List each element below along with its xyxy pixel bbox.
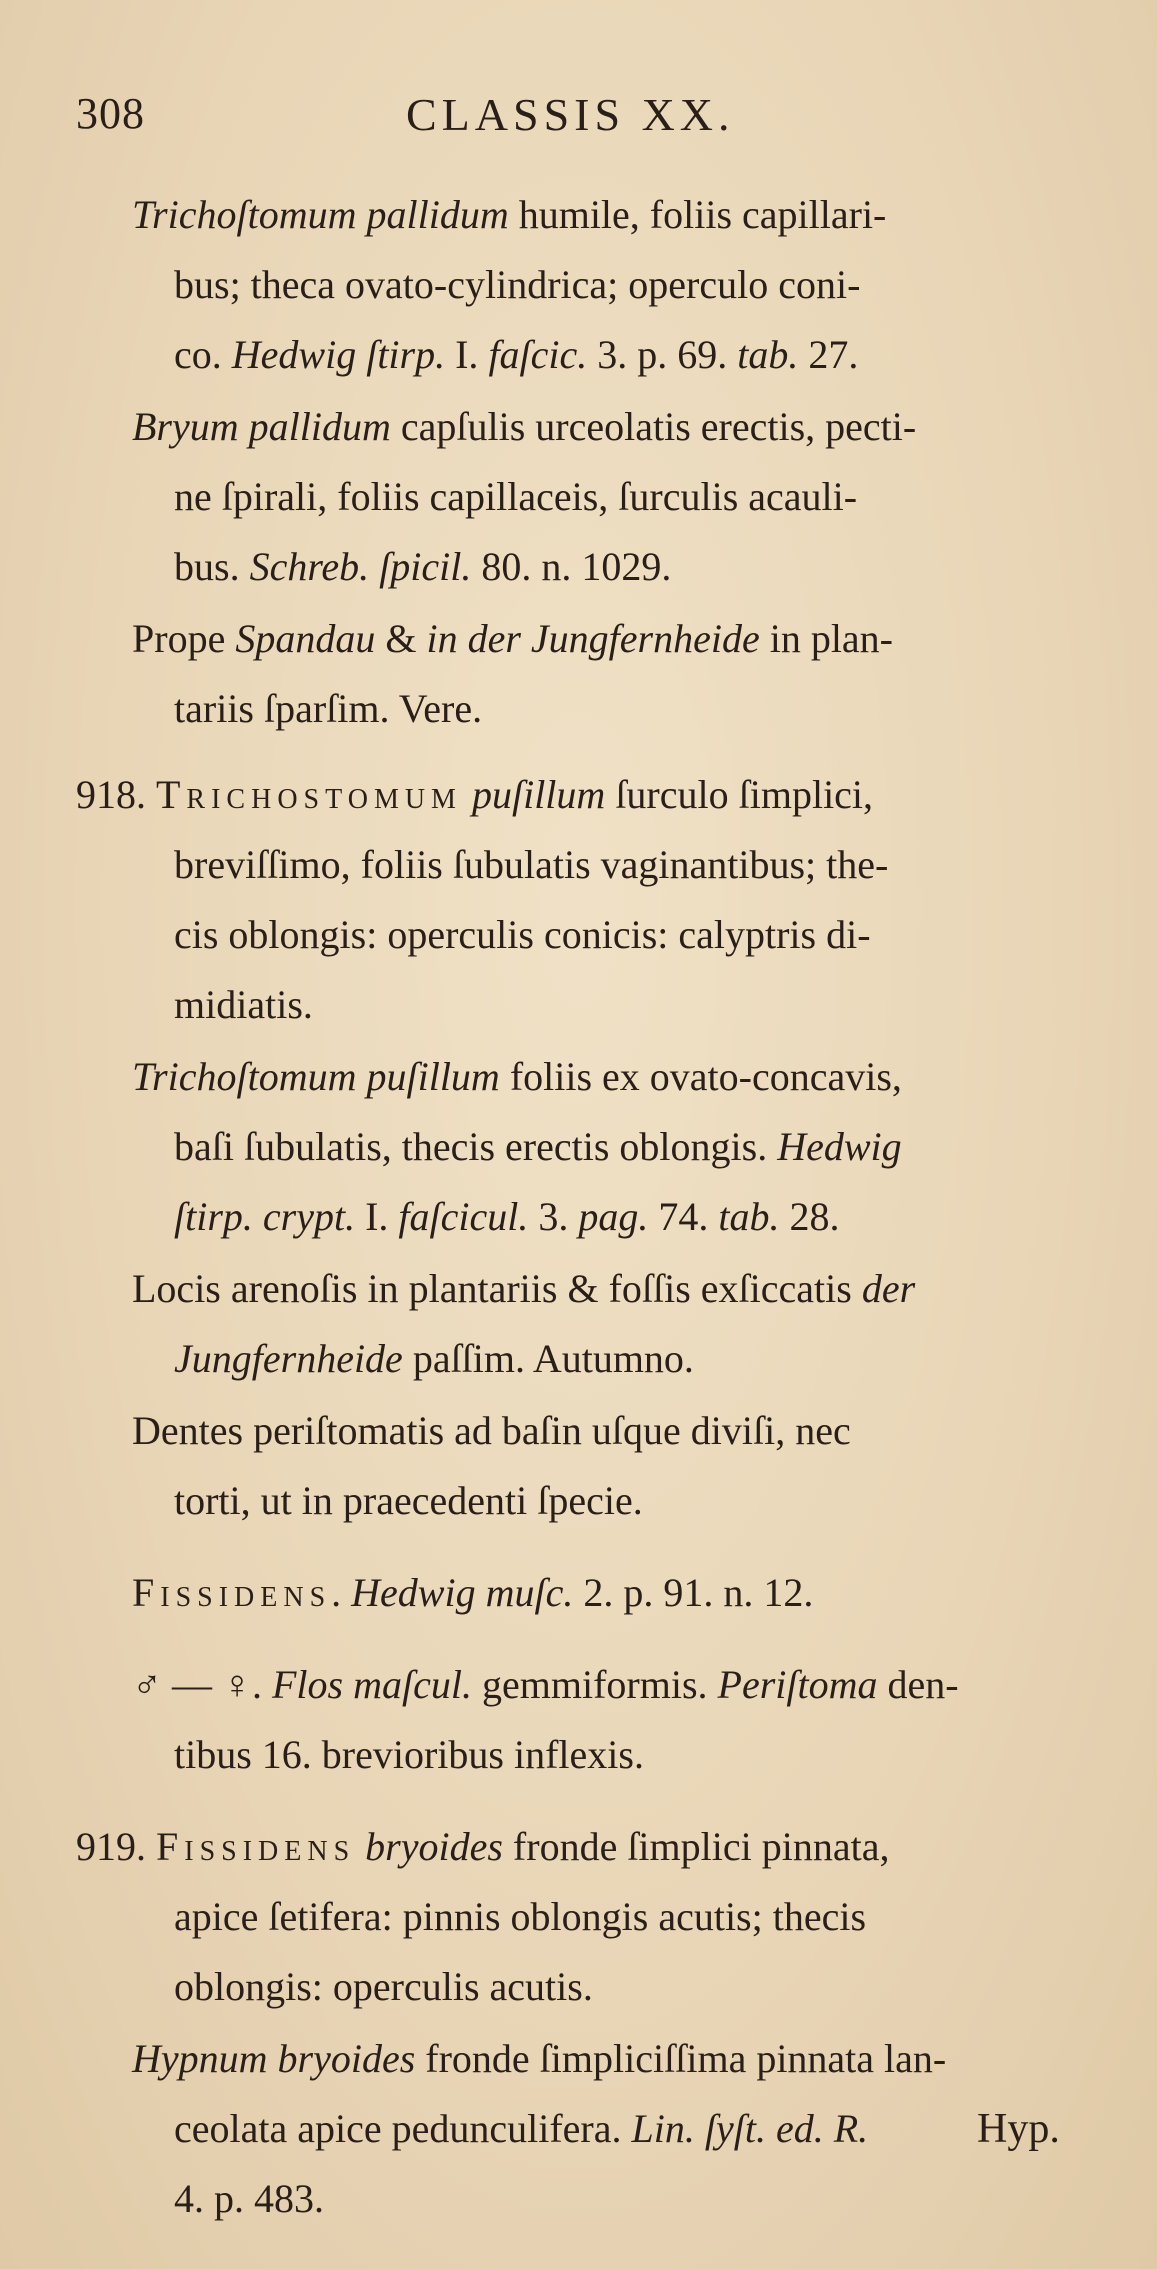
text-line — [132, 1396, 851, 1466]
italic-text: Bryum pallidum — [132, 404, 391, 449]
roman-text: tariis ſparſim. Vere. — [174, 686, 483, 731]
text-line — [174, 320, 858, 390]
roman-text: Prope — [132, 616, 236, 661]
text-line — [174, 1324, 694, 1394]
roman-text: bus. — [174, 544, 250, 589]
roman-text: breviſſimo, foliis ſubulatis vaginantibus; the- — [174, 842, 889, 887]
italic-text: Spandau — [235, 616, 376, 661]
roman-text: & — [375, 616, 427, 661]
roman-text: 4. p. 483. — [174, 2176, 324, 2221]
roman-text: 28. — [779, 1194, 840, 1239]
roman-text: baſi ſubulatis, thecis erectis oblongis. — [174, 1124, 778, 1169]
text-line — [132, 1558, 813, 1628]
text-line — [76, 1812, 889, 1882]
small-caps-text: Fissidens — [156, 1824, 356, 1869]
italic-text: Hedwig — [777, 1124, 902, 1169]
catchword: Hyp. — [977, 2106, 1060, 2152]
roman-text: cis oblongis: operculis conicis: calyptris di- — [174, 912, 871, 957]
roman-text: midiatis. — [174, 982, 313, 1027]
roman-text: 3. p. 69. — [587, 332, 738, 377]
text-line — [132, 1254, 915, 1324]
page-header — [76, 88, 1096, 148]
text-line — [174, 532, 671, 602]
roman-text: 919. — [76, 1824, 156, 1869]
text-line — [174, 970, 313, 1040]
roman-text: humile, foliis capillari- — [508, 192, 887, 237]
roman-text: oblongis: operculis acutis. — [174, 1964, 593, 2009]
roman-text: Dentes periſtomatis ad baſin uſque diviſi, nec — [132, 1408, 851, 1453]
roman-text — [355, 1824, 365, 1869]
text-line — [174, 900, 871, 970]
roman-text: ceolata apice pedunculifera. — [174, 2106, 632, 2151]
roman-text: den- — [877, 1662, 959, 1707]
italic-text: ſtirp. crypt. — [174, 1194, 356, 1239]
roman-text: 27. — [798, 332, 859, 377]
italic-text: pag. — [578, 1194, 649, 1239]
italic-text: Flos maſcul. — [272, 1662, 472, 1707]
text-line — [174, 1882, 866, 1952]
italic-text: Periſtoma — [717, 1662, 878, 1707]
roman-text: fronde ſimpliciſſima pinnata lan- — [415, 2036, 947, 2081]
roman-text: capſulis urceolatis erectis, pecti- — [390, 404, 917, 449]
text-line — [174, 1466, 643, 1536]
roman-text: tibus 16. brevioribus inflexis. — [174, 1732, 644, 1777]
roman-text: in plan- — [759, 616, 894, 661]
roman-text: torti, ut in praecedenti ſpecie. — [174, 1478, 643, 1523]
roman-text: Locis arenoſis in plantariis & foſſis exſiccatis — [132, 1266, 862, 1311]
italic-text: Hedwig ſtirp. — [231, 332, 446, 377]
text-line — [132, 1042, 902, 1112]
italic-text: faſcicul. — [398, 1194, 529, 1239]
italic-text: tab. — [718, 1194, 780, 1239]
text-line — [174, 1112, 902, 1182]
roman-text: apice ſetifera: pinnis oblongis acutis; thecis — [174, 1894, 867, 1939]
italic-text: faſcic. — [488, 332, 588, 377]
roman-text: I. — [355, 1194, 399, 1239]
text-line — [132, 2024, 946, 2094]
roman-text: gemmiformis. — [471, 1662, 718, 1707]
roman-text: . — [331, 1570, 352, 1615]
roman-text: I. — [445, 332, 489, 377]
italic-text: Schreb. ſpicil. — [249, 544, 472, 589]
text-line — [174, 2164, 324, 2234]
text-line — [174, 462, 857, 532]
italic-text: Jungfernheide — [174, 1336, 403, 1381]
page-number: 308 — [76, 89, 145, 138]
text-line — [174, 250, 860, 320]
text-line — [174, 674, 482, 744]
italic-text: Hedwig muſc. — [351, 1570, 574, 1615]
italic-text: Hypnum bryoides — [132, 2036, 416, 2081]
roman-text — [462, 772, 472, 817]
italic-text: tab. — [737, 332, 799, 377]
italic-text: der — [861, 1266, 916, 1311]
text-line — [174, 1952, 593, 2022]
roman-text: 3. — [528, 1194, 579, 1239]
roman-text: bus; theca ovato-cylindrica; operculo coni- — [174, 262, 861, 307]
text-line — [174, 1182, 840, 1252]
roman-text: ſurculo ſimplici, — [605, 772, 874, 817]
italic-text: Trichoſtomum pallidum — [132, 192, 509, 237]
text-line — [174, 2094, 868, 2164]
italic-text: puſillum — [471, 772, 606, 817]
roman-text: 2. p. 91. n. 12. — [573, 1570, 814, 1615]
text-line — [76, 760, 873, 830]
italic-text: Trichoſtomum puſillum — [132, 1054, 500, 1099]
text-line — [132, 604, 893, 674]
text-line — [132, 392, 916, 462]
roman-text: co. — [174, 332, 232, 377]
roman-text: ♂ — ♀. — [132, 1662, 272, 1707]
roman-text: foliis ex ovato-concavis, — [499, 1054, 902, 1099]
text-line — [132, 180, 886, 250]
text-line — [174, 1720, 644, 1790]
roman-text: paſſim. Autumno. — [402, 1336, 694, 1381]
italic-text: Lin. ſyſt. ed. R. — [631, 2106, 869, 2151]
small-caps-text: Fissidens — [132, 1570, 332, 1615]
italic-text: in der Jungfernheide — [426, 616, 760, 661]
text-line — [174, 830, 888, 900]
italic-text: bryoides — [365, 1824, 503, 1869]
roman-text: ne ſpirali, foliis capillaceis, ſurculis acauli- — [174, 474, 858, 519]
roman-text: 80. n. 1029. — [471, 544, 672, 589]
small-caps-text: Trichostomum — [156, 772, 462, 817]
roman-text: 918. — [76, 772, 156, 817]
roman-text: fronde ſimplici pinnata, — [502, 1824, 890, 1869]
roman-text: 74. — [648, 1194, 719, 1239]
running-title: CLASSIS XX. — [406, 89, 735, 140]
text-line — [132, 1650, 959, 1720]
